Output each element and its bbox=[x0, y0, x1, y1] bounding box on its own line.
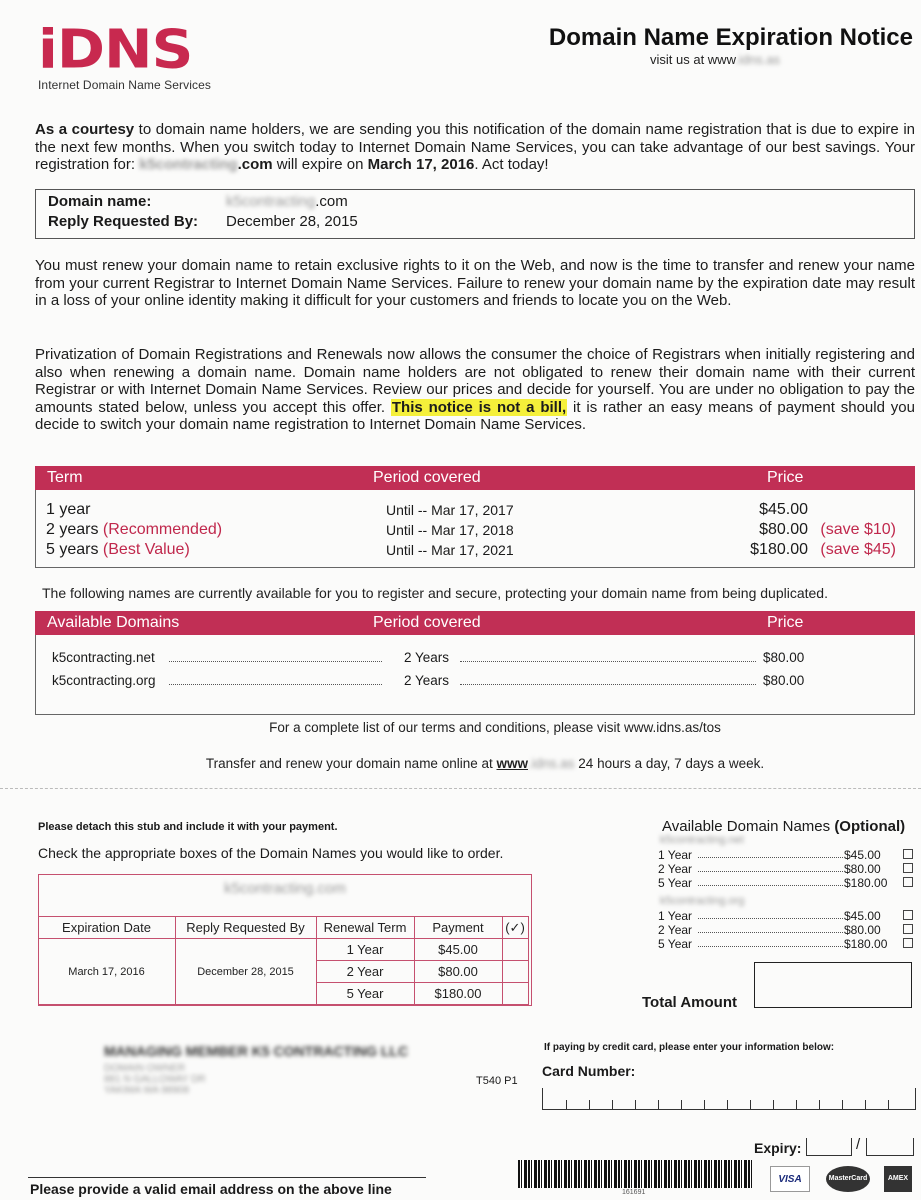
optional-row bbox=[658, 909, 914, 924]
avail-domain: k5contracting.net bbox=[52, 650, 155, 665]
transfer-prefix: Transfer and renew your domain name online at bbox=[205, 756, 497, 771]
renewal-term: 2 Year bbox=[316, 961, 414, 983]
logo-wordmark: iDNS bbox=[38, 17, 193, 81]
expiration-header: Expiration Date bbox=[38, 917, 175, 939]
order-checkbox[interactable] bbox=[502, 939, 528, 961]
reply-row bbox=[48, 213, 358, 230]
logo-subtitle: Internet Domain Name Services bbox=[38, 78, 211, 92]
transfer-url-blurred: .idns.as bbox=[528, 756, 575, 771]
expiry-slash: / bbox=[856, 1136, 861, 1153]
reply-label: Reply Requested By: bbox=[48, 213, 199, 230]
stub-table bbox=[38, 916, 529, 1005]
price-cell: $80.00 bbox=[759, 521, 808, 538]
address-block-blurred bbox=[104, 1043, 409, 1096]
right-stub-title-text: Available Domain Names bbox=[662, 818, 835, 835]
card-number-label: Card Number: bbox=[542, 1063, 636, 1079]
right-stub-optional: (Optional) bbox=[834, 818, 906, 835]
term-cell: 1 year bbox=[46, 501, 91, 518]
recommended-note: (Recommended) bbox=[102, 521, 223, 538]
intro-expire-date: March 17, 2016 bbox=[367, 156, 475, 173]
avail-domains-header: Available Domains bbox=[47, 614, 180, 631]
transfer-www: www bbox=[496, 756, 529, 771]
dot-leader bbox=[698, 932, 843, 933]
avail-period: 2 Years bbox=[404, 673, 450, 688]
optional-term: 5 Year bbox=[658, 937, 693, 951]
dot-leader bbox=[460, 661, 756, 662]
renew-paragraph: You must renew your domain name to retain exclusive rights to it on the Web, and now is the time to transfer and renew your name from your current Registrar to Internet Domain Name Services. Failure to renew your domain name by the expiration date may result in a loss of your online identity making it difficult for your customers and friends to locate you on the Web. bbox=[35, 257, 915, 309]
total-amount-box[interactable] bbox=[754, 962, 912, 1008]
address-name: MANAGING MEMBER K5 CONTRACTING LLC bbox=[104, 1043, 409, 1059]
privatization-text-2: it is rather an easy means of payment should you decide to switch your domain name registration to Internet Domain Name Services. bbox=[35, 398, 915, 433]
barcode bbox=[518, 1160, 752, 1188]
avail-table-header bbox=[35, 611, 915, 635]
dot-leader bbox=[698, 885, 843, 886]
optional-price: $45.00 bbox=[844, 909, 881, 923]
save-note: (save $45) bbox=[820, 541, 896, 558]
following-text: The following names are currently available for you to register and secure, protecting your domain name from being duplicated. bbox=[42, 585, 828, 601]
best-value-note: (Best Value) bbox=[102, 541, 190, 558]
email-line[interactable] bbox=[28, 1177, 426, 1178]
visit-line bbox=[650, 52, 780, 67]
term-row bbox=[46, 541, 906, 559]
avail-price-header: Price bbox=[767, 614, 804, 631]
expiration-value: March 17, 2016 bbox=[38, 939, 175, 1005]
mastercard-logo: MasterCard bbox=[826, 1166, 870, 1192]
optional-price: $80.00 bbox=[844, 923, 881, 937]
card-number-input[interactable] bbox=[542, 1088, 916, 1110]
stub-order-box bbox=[38, 874, 532, 1006]
not-a-bill-highlight: This notice is not a bill, bbox=[391, 398, 567, 416]
intro-bold: As a courtesy bbox=[35, 121, 135, 138]
term-table-header bbox=[35, 466, 915, 490]
expiry-label: Expiry: bbox=[754, 1140, 802, 1156]
price-header: Price bbox=[767, 469, 804, 486]
reply-header: Reply Requested By bbox=[175, 917, 316, 939]
domain-name-suffix: .com bbox=[315, 193, 348, 210]
stub-code: T540 P1 bbox=[476, 1075, 518, 1087]
optional-checkbox[interactable] bbox=[903, 910, 913, 920]
logo bbox=[38, 17, 228, 92]
optional-price: $80.00 bbox=[844, 862, 881, 876]
check-header: (✓) bbox=[502, 917, 528, 939]
optional-price: $45.00 bbox=[844, 848, 881, 862]
intro-text-2: will expire on bbox=[272, 156, 368, 173]
optional-term: 1 Year bbox=[658, 909, 693, 923]
dot-leader bbox=[698, 946, 843, 947]
avail-table bbox=[35, 635, 915, 715]
optional-domain-blurred: k5contracting.org bbox=[660, 895, 745, 907]
intro-text-1: to domain name holders, we are sending you this notification of the domain name registration that is due to expire in the next few months. When you switch today to Internet Domain Name Services, you can take advantage of our best savings. Your registration for: bbox=[35, 121, 915, 173]
visit-prefix: visit us at www bbox=[650, 52, 736, 67]
tear-line bbox=[0, 788, 921, 789]
save-note: (save $10) bbox=[820, 521, 896, 538]
avail-period: 2 Years bbox=[404, 650, 450, 665]
reply-value: December 28, 2015 bbox=[226, 213, 358, 230]
stub-header-row bbox=[38, 917, 528, 939]
optional-checkbox[interactable] bbox=[903, 924, 913, 934]
payment-header: Payment bbox=[414, 917, 502, 939]
order-checkbox[interactable] bbox=[502, 983, 528, 1005]
optional-domain-blurred: k5contracting.net bbox=[660, 834, 744, 846]
total-amount-label: Total Amount bbox=[642, 994, 737, 1011]
privatization-paragraph bbox=[35, 346, 915, 434]
renewal-header: Renewal Term bbox=[316, 917, 414, 939]
transfer-suffix: 24 hours a day, 7 days a week. bbox=[574, 756, 765, 771]
address-line: DOMAIN OWNER bbox=[104, 1063, 186, 1074]
optional-checkbox[interactable] bbox=[903, 863, 913, 873]
renewal-term: 1 Year bbox=[316, 939, 414, 961]
avail-price: $80.00 bbox=[763, 650, 805, 665]
period-cell: Until -- Mar 17, 2021 bbox=[386, 542, 514, 558]
optional-checkbox[interactable] bbox=[903, 877, 913, 887]
optional-term: 1 Year bbox=[658, 848, 693, 862]
domain-name-blurred: k5contracting bbox=[226, 193, 316, 210]
stub-domain-blurred: k5contracting.com bbox=[224, 880, 346, 897]
payment-value: $45.00 bbox=[414, 939, 502, 961]
term-table bbox=[35, 490, 915, 568]
avail-row bbox=[52, 650, 912, 668]
optional-price: $180.00 bbox=[844, 937, 888, 951]
optional-checkbox[interactable] bbox=[903, 938, 913, 948]
privatization-text-1: Privatization of Domain Registrations and Renewals now allows the consumer the choice of Registrars when initially registering and also when renewing a domain name. Domain name holders are not obligated to renew their domain name with their current Registrar or with Internet Domain Name Services. Review our prices and decide for yourself. You are under no obligation to pay the amounts stated below, unless you accept this offer. bbox=[35, 346, 915, 416]
renewal-term: 5 Year bbox=[316, 983, 414, 1005]
period-cell: Until -- Mar 17, 2017 bbox=[386, 502, 514, 518]
card-prompt: If paying by credit card, please enter your information below: bbox=[544, 1042, 835, 1053]
check-text: Check the appropriate boxes of the Domain Names you would like to order. bbox=[38, 845, 504, 861]
domain-name-label: Domain name: bbox=[48, 193, 152, 210]
optional-price: $180.00 bbox=[844, 876, 888, 890]
optional-row bbox=[658, 848, 914, 863]
expiry-year-input[interactable] bbox=[866, 1138, 914, 1156]
barcode-number: 161691 bbox=[622, 1189, 646, 1196]
avail-period-header: Period covered bbox=[373, 614, 481, 631]
optional-row bbox=[658, 876, 914, 891]
dot-leader bbox=[698, 857, 843, 858]
stub-row bbox=[38, 939, 528, 961]
intro-text-3: . Act today! bbox=[474, 156, 549, 173]
price-cell: $45.00 bbox=[759, 501, 808, 518]
intro-paragraph bbox=[35, 121, 915, 174]
avail-domain: k5contracting.org bbox=[52, 673, 156, 688]
intro-domain-blurred: k5contracting bbox=[139, 156, 238, 173]
optional-checkbox[interactable] bbox=[903, 849, 913, 859]
term-header: Term bbox=[47, 469, 83, 486]
intro-domain-suffix: .com bbox=[237, 156, 273, 173]
reply-value-stub: December 28, 2015 bbox=[175, 939, 316, 1005]
amex-logo: AMEX bbox=[884, 1166, 912, 1192]
period-header: Period covered bbox=[373, 469, 481, 486]
optional-term: 2 Year bbox=[658, 923, 693, 937]
payment-value: $80.00 bbox=[414, 961, 502, 983]
order-checkbox[interactable] bbox=[502, 961, 528, 983]
term-cell: 2 years bbox=[46, 521, 99, 538]
terms-line: For a complete list of our terms and conditions, please visit www.idns.as/tos bbox=[269, 720, 721, 735]
visa-logo: VISA bbox=[770, 1166, 810, 1192]
payment-value: $180.00 bbox=[414, 983, 502, 1005]
visit-url-blurred: .idns.as bbox=[735, 52, 781, 67]
term-row bbox=[46, 501, 906, 519]
email-prompt: Please provide a valid email address on the above line bbox=[30, 1181, 392, 1197]
optional-term: 5 Year bbox=[658, 876, 693, 890]
dot-leader bbox=[698, 918, 843, 919]
transfer-line bbox=[0, 756, 921, 771]
address-line: YAKIMA WA 98908 bbox=[104, 1085, 190, 1096]
optional-term: 2 Year bbox=[658, 862, 693, 876]
page-title: Domain Name Expiration Notice bbox=[548, 24, 913, 51]
stub-domain bbox=[39, 875, 531, 916]
dot-leader bbox=[698, 871, 843, 872]
optional-row bbox=[658, 862, 914, 877]
address-line: 881 N GALLOWAY DR bbox=[104, 1074, 206, 1085]
period-cell: Until -- Mar 17, 2018 bbox=[386, 522, 514, 538]
expiry-month-input[interactable] bbox=[806, 1138, 852, 1156]
avail-row bbox=[52, 673, 912, 691]
price-cell: $180.00 bbox=[750, 541, 808, 558]
term-row bbox=[46, 521, 906, 539]
dot-leader bbox=[169, 661, 382, 662]
optional-row bbox=[658, 923, 914, 938]
detach-text: Please detach this stub and include it with your payment. bbox=[38, 821, 338, 833]
right-stub-title bbox=[662, 818, 905, 835]
dot-leader bbox=[460, 684, 756, 685]
dot-leader bbox=[169, 684, 382, 685]
optional-row bbox=[658, 937, 914, 952]
term-cell: 5 years bbox=[46, 541, 99, 558]
domain-info-box bbox=[35, 189, 915, 239]
avail-price: $80.00 bbox=[763, 673, 805, 688]
domain-name-row bbox=[48, 193, 348, 210]
